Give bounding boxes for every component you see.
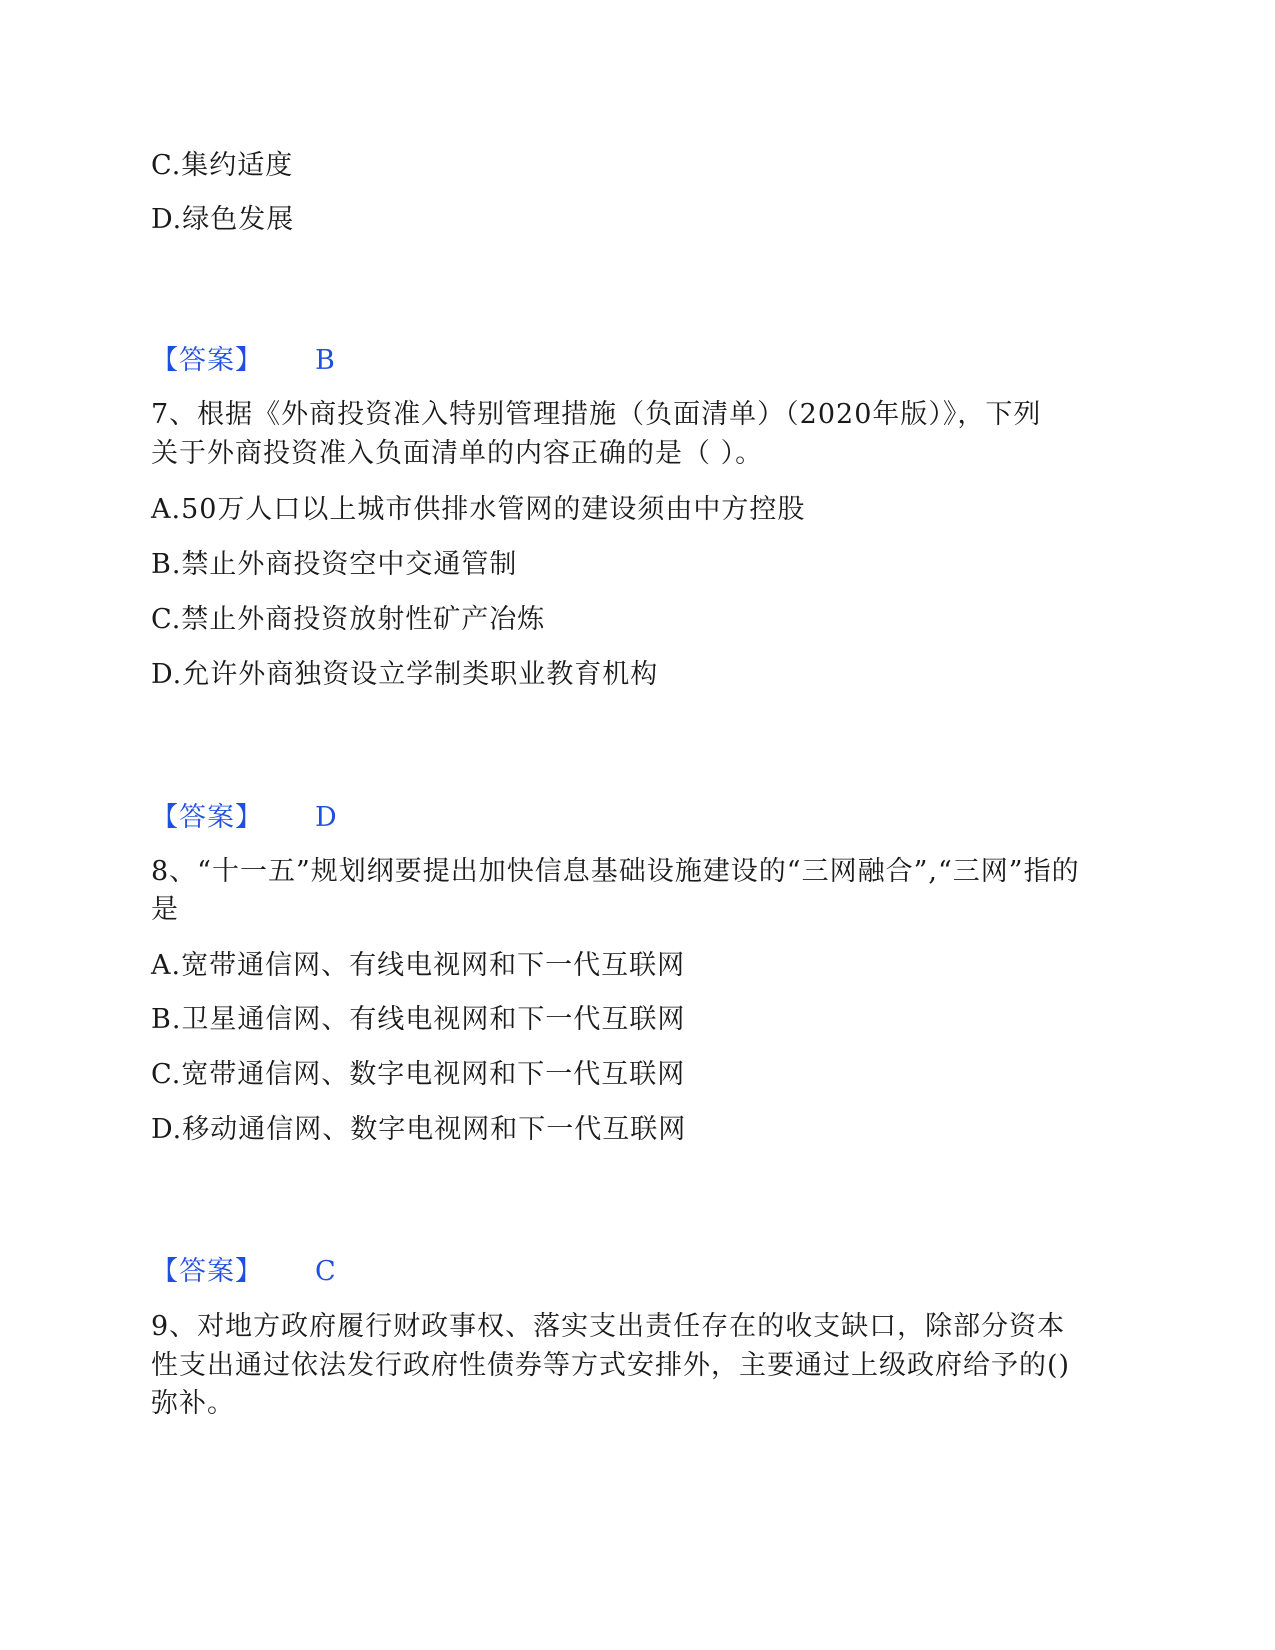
answer-value: D (315, 802, 337, 833)
q8-question-line-1: 8、“十一五”规划纲要提出加快信息基础设施建设的“三网融合”,“三网”指的 (151, 856, 1080, 887)
q7-question-line-1: 7、根据《外商投资准入特别管理措施（负面清单）（2020年版）》，下列 (151, 399, 1042, 430)
answer-value: C (315, 1256, 336, 1287)
q8-option-a: A.宽带通信网、有线电视网和下一代互联网 (151, 950, 686, 981)
answer-label: 【答案】 (151, 345, 263, 376)
q7-answer (151, 798, 337, 838)
answer-label: 【答案】 (151, 802, 263, 833)
q9-question-line-3: 弥补。 (151, 1388, 235, 1419)
q7-question-line-2: 关于外商投资准入负面清单的内容正确的是（ ）。 (151, 438, 764, 469)
q8-question-line-2: 是 (151, 894, 179, 925)
q7-option-b: B.禁止外商投资空中交通管制 (151, 549, 518, 580)
q7-option-d: D.允许外商独资设立学制类职业教育机构 (151, 659, 659, 690)
q6-option-c: C.集约适度 (151, 150, 294, 181)
q7-option-c: C.禁止外商投资放射性矿产冶炼 (151, 604, 546, 635)
q9-question-line-1: 9、对地方政府履行财政事权、落实支出责任存在的收支缺口，除部分资本 (151, 1311, 1066, 1342)
q8-option-c: C.宽带通信网、数字电视网和下一代互联网 (151, 1059, 686, 1090)
q7-option-a: A.50万人口以上城市供排水管网的建设须由中方控股 (151, 494, 806, 525)
answer-value: B (315, 345, 335, 376)
q9-question-line-2: 性支出通过依法发行政府性债券等方式安排外，主要通过上级政府给予的() (151, 1350, 1071, 1381)
q8-option-b: B.卫星通信网、有线电视网和下一代互联网 (151, 1004, 686, 1035)
q6-option-d: D.绿色发展 (151, 204, 295, 235)
answer-label: 【答案】 (151, 1256, 263, 1287)
q6-answer (151, 341, 335, 381)
q8-option-d: D.移动通信网、数字电视网和下一代互联网 (151, 1114, 687, 1145)
q8-answer (151, 1252, 336, 1292)
